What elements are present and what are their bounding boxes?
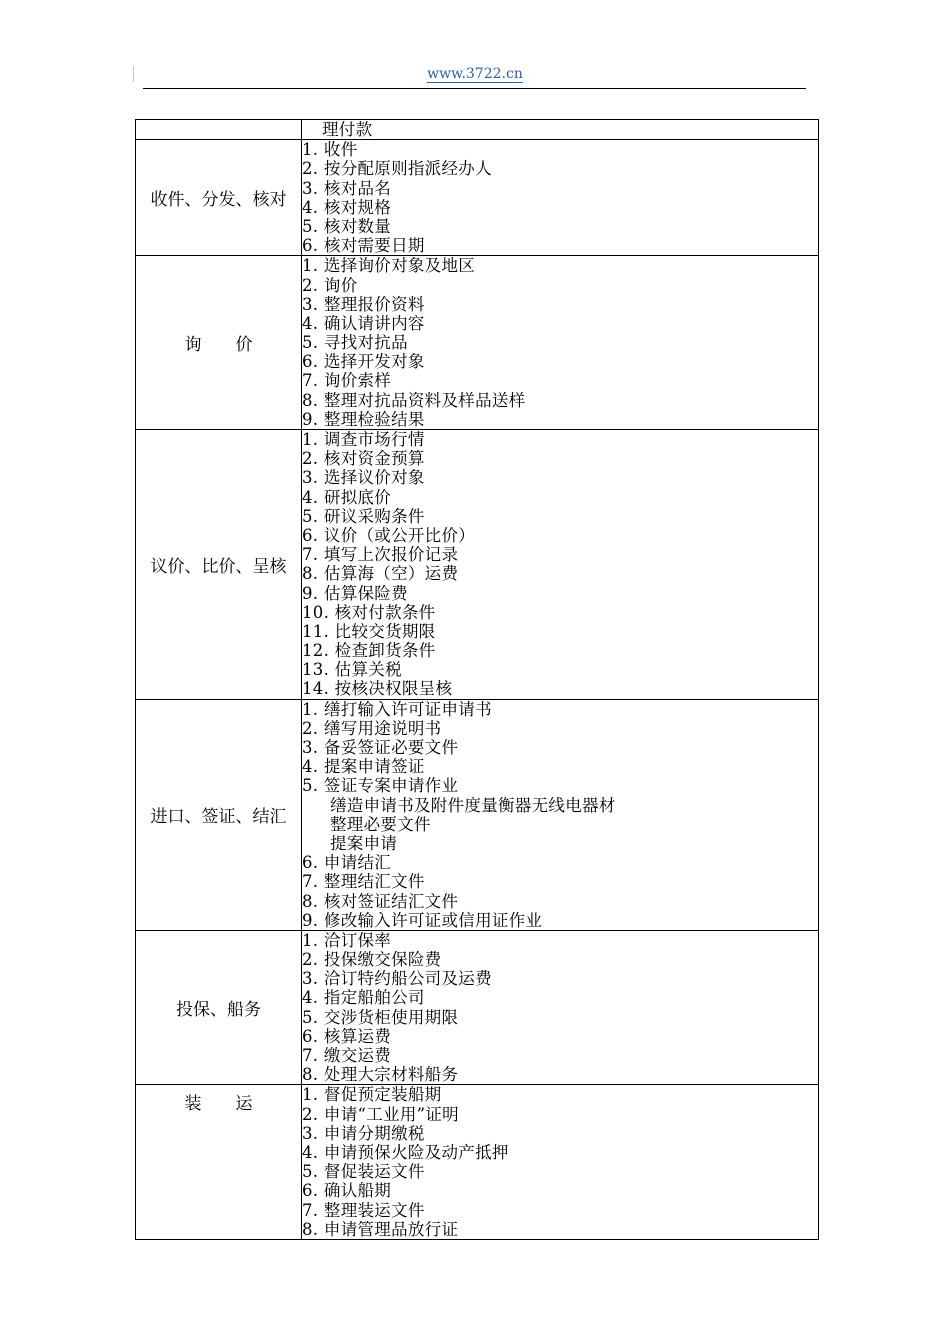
items-cell [302,699,819,930]
list-item: 3. 洽订特约船公司及运费 [302,969,492,989]
table-row [136,256,819,430]
list-item: 7. 整理结汇文件 [302,872,425,892]
items-cell [302,1085,819,1240]
list-item: 7. 缴交运费 [302,1046,392,1065]
list-item: 6. 确认船期 [302,1181,392,1201]
list-item: 10. 核对付款条件 [302,602,436,622]
items-cell [302,140,819,256]
list-item: 6. 选择开发对象 [302,352,425,372]
category-cell: 询 价 [136,256,302,430]
list-item: 5. 签证专案申请作业 [302,776,459,796]
continued-item: 理付款 [322,120,373,139]
list-item: 5. 督促装运文件 [302,1162,425,1182]
list-item: 1. 督促预定装船期 [302,1085,442,1105]
list-item: 4. 指定船舶公司 [302,988,425,1008]
list-item: 8. 估算海（空）运费 [302,564,459,584]
list-item: 12. 检查卸货条件 [302,641,436,661]
list-item: 5. 核对数量 [302,216,392,236]
list-item: 7. 询价索样 [302,371,392,391]
header-site-link[interactable] [0,66,950,82]
list-item: 9. 修改输入许可证或信用证作业 [302,910,543,930]
sub-list-item: 整理必要文件 [330,814,431,834]
items-cell [302,930,819,1085]
list-item: 7. 整理装运文件 [302,1200,425,1220]
list-item: 4. 提案申请签证 [302,757,425,777]
list-item: 9. 估算保险费 [302,583,408,603]
list-item: 8. 整理对抗品资料及样品送样 [302,390,526,410]
list-item: 14. 按核决权限呈核 [302,679,453,699]
list-item: 8. 处理大宗材料船务 [302,1065,459,1085]
list-item: 6. 申请结汇 [302,853,392,873]
category-cell: 进口、签证、结汇 [136,699,302,930]
list-item: 4. 申请预保火险及动产抵押 [302,1142,509,1162]
items-cell [302,120,819,140]
list-item: 6. 核对需要日期 [302,236,425,256]
list-item: 4. 确认请讲内容 [302,313,425,333]
list-item: 7. 填写上次报价记录 [302,545,459,565]
table-row [136,699,819,930]
list-item: 4. 研拟底价 [302,487,392,507]
category-cell: 议价、比价、呈核 [136,430,302,700]
category-cell: 装 运 [136,1085,302,1240]
list-item: 3. 选择议价对象 [302,468,425,488]
list-item: 1. 洽订保率 [302,930,392,950]
list-item: 4. 核对规格 [302,197,392,217]
list-item: 8. 申请管理品放行证 [302,1219,459,1239]
list-item: 1. 调查市场行情 [302,430,425,449]
list-item: 2. 申请“工业用”证明 [302,1104,459,1124]
list-item: 11. 比较交货期限 [302,621,436,641]
table-row [136,430,819,700]
list-item: 1. 收件 [302,140,358,160]
list-item: 3. 申请分期缴税 [302,1123,425,1143]
sub-list-item: 缮造申请书及附件度量衡器无线电器材 [330,795,616,815]
header-site-text: www.3722.cn [427,66,523,82]
list-item: 2. 询价 [302,275,358,295]
list-item: 2. 按分配原则指派经办人 [302,159,492,179]
table-row [136,120,819,140]
table-row [136,140,819,256]
list-item: 5. 研议采购条件 [302,506,425,526]
list-item: 2. 投保缴交保险费 [302,950,442,970]
list-item: 13. 估算关税 [302,660,402,680]
category-cell: 收件、分发、核对 [136,140,302,256]
procurement-process-table [135,119,819,1240]
table-row [136,930,819,1085]
items-cell [302,430,819,700]
list-item: 5. 交涉货柜使用期限 [302,1007,459,1027]
list-item: 3. 核对品名 [302,178,392,198]
category-cell [136,120,302,140]
list-item: 3. 整理报价资料 [302,294,425,314]
items-cell [302,256,819,430]
list-item: 6. 核算运费 [302,1026,392,1046]
list-item: 9. 整理检验结果 [302,409,425,429]
list-item: 1. 选择询价对象及地区 [302,256,476,276]
list-item: 1. 缮打输入许可证申请书 [302,699,492,719]
list-item: 8. 核对签证结汇文件 [302,891,459,911]
list-item: 5. 寻找对抗品 [302,333,408,353]
table-row [136,1085,819,1240]
header-rule [143,88,806,89]
list-item: 6. 议价（或公开比价） [302,525,476,545]
sub-list-item: 提案申请 [330,833,398,853]
list-item: 2. 缮写用途说明书 [302,718,442,738]
list-item: 2. 核对资金预算 [302,449,425,469]
list-item: 3. 备妥签证必要文件 [302,738,459,757]
category-cell: 投保、船务 [136,930,302,1085]
